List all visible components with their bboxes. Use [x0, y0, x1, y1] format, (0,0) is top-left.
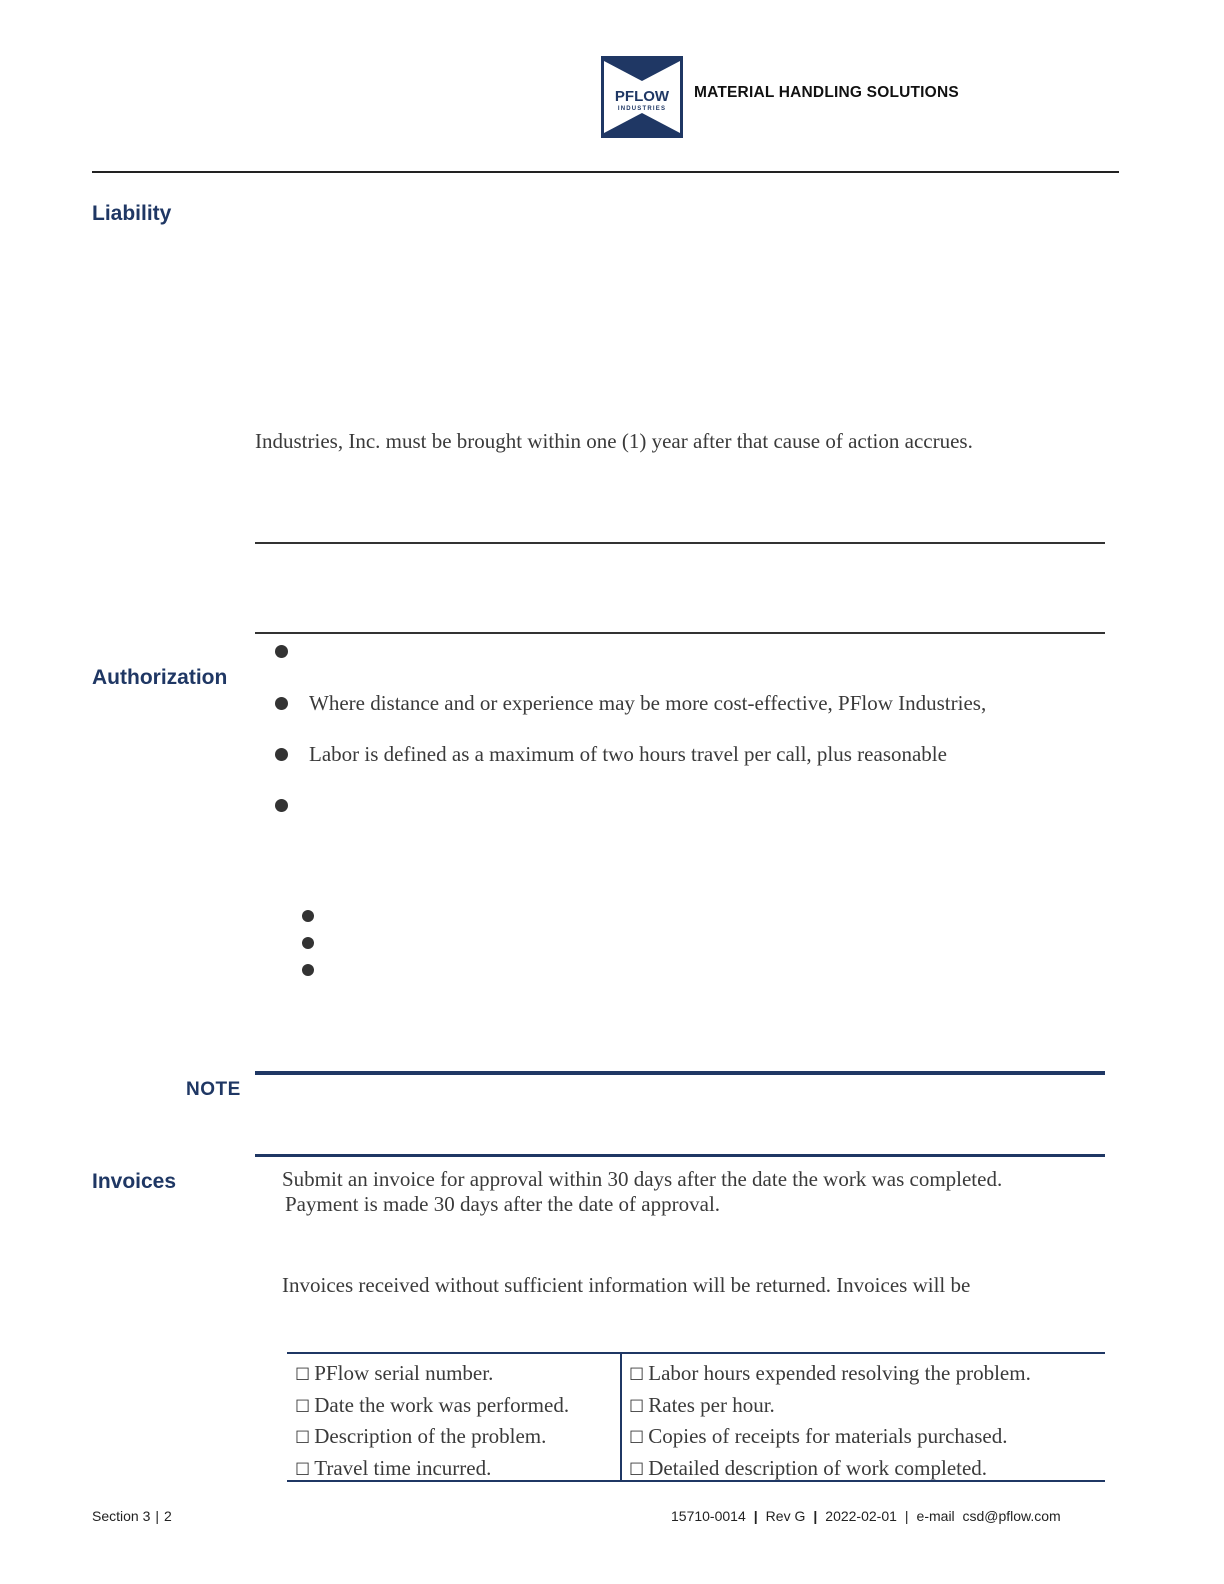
footer-separator: |: [813, 1508, 818, 1524]
checkbox-icon: ☐: [629, 1459, 645, 1480]
checklist-item-label: Travel time incurred.: [314, 1455, 492, 1480]
footer-date: 2022-02-01: [825, 1508, 897, 1524]
invoice-checklist: [287, 1352, 1105, 1482]
divider-rule: [255, 632, 1105, 634]
checkbox-icon: ☐: [629, 1365, 645, 1385]
logo-name: PFLOW: [614, 88, 670, 105]
invoices-heading: Invoices: [92, 1170, 177, 1193]
checklist-item-label: Rates per hour.: [648, 1392, 775, 1417]
authorization-heading: Authorization: [92, 666, 228, 689]
checkbox-icon: ☐: [295, 1396, 311, 1417]
footer-page-info: [92, 1508, 172, 1524]
bullet-dot: [275, 748, 288, 761]
checklist-item-label: Date the work was performed.: [314, 1392, 570, 1417]
invoice-payment-terms: Payment is made 30 days after the date of approval.: [285, 1192, 721, 1216]
footer-revision: Rev G: [765, 1508, 806, 1524]
sub-bullet-dot: [302, 937, 314, 949]
checklist-right-column: [629, 1358, 1031, 1484]
footer-separator: |: [155, 1508, 160, 1524]
note-heading: NOTE: [186, 1079, 241, 1100]
footer-separator: |: [904, 1508, 909, 1524]
header-tagline: MATERIAL HANDLING SOLUTIONS: [694, 84, 959, 101]
checklist-item: [295, 1358, 569, 1390]
checklist-item-label: Description of the problem.: [314, 1424, 547, 1448]
company-logo: [601, 56, 683, 138]
bullet-dot: [275, 697, 288, 710]
note-top-rule: [255, 1071, 1105, 1075]
invoice-instruction: Submit an invoice for approval within 30 days after the date the work was completed.: [282, 1167, 1003, 1191]
checklist-item: [629, 1358, 1031, 1390]
footer-separator: |: [753, 1508, 758, 1524]
checklist-item-label: PFlow serial number.: [314, 1361, 494, 1385]
checkbox-icon: ☐: [629, 1396, 645, 1417]
sub-bullet-dot: [302, 964, 314, 976]
footer-email-link[interactable]: csd@pflow.com: [962, 1508, 1061, 1524]
bullet-dot: [275, 645, 288, 658]
logo-graphic: [604, 59, 680, 135]
checklist-item: [295, 1421, 569, 1453]
authorization-bullet-2: Where distance and or experience may be more cost-effective, PFlow Industries,: [309, 691, 987, 715]
checklist-item: [629, 1421, 1031, 1453]
note-bottom-rule: [255, 1154, 1105, 1157]
footer-doc-number: 15710-0014: [671, 1508, 746, 1524]
checkbox-icon: ☐: [629, 1428, 645, 1448]
checklist-item-label: Labor hours expended resolving the problem.: [648, 1361, 1031, 1385]
footer-document-info: [671, 1508, 1061, 1524]
header-divider: [92, 171, 1119, 173]
checklist-item: [629, 1453, 1031, 1485]
checkbox-icon: ☐: [295, 1459, 311, 1480]
footer-page-number: 2: [164, 1508, 172, 1524]
liability-heading: Liability: [92, 202, 172, 225]
checklist-item-label: Detailed description of work completed.: [648, 1455, 988, 1480]
checklist-item: [629, 1390, 1031, 1422]
liability-text: Industries, Inc. must be brought within one (1) year after that cause of action accrues.: [255, 429, 973, 453]
sub-bullet-dot: [302, 910, 314, 922]
footer-section: Section 3: [92, 1508, 151, 1524]
checklist-item: [295, 1390, 569, 1422]
invoice-requirements: Invoices received without sufficient information will be returned. Invoices will be: [282, 1273, 971, 1297]
logo-bottom-chevron: [604, 113, 680, 135]
logo-subtext: INDUSTRIES: [617, 106, 667, 112]
checkbox-icon: ☐: [295, 1428, 311, 1448]
logo-top-chevron: [604, 59, 680, 81]
divider-rule: [255, 542, 1105, 544]
checklist-item-label: Copies of receipts for materials purchased.: [648, 1424, 1008, 1448]
checklist-left-column: [295, 1358, 569, 1484]
checkbox-icon: ☐: [295, 1365, 311, 1385]
bullet-dot: [275, 799, 288, 812]
footer-email-label: e-mail: [916, 1508, 955, 1524]
authorization-bullet-3: Labor is defined as a maximum of two hours travel per call, plus reasonable: [309, 742, 947, 766]
checklist-column-divider: [620, 1354, 622, 1480]
checklist-item: [295, 1453, 569, 1485]
